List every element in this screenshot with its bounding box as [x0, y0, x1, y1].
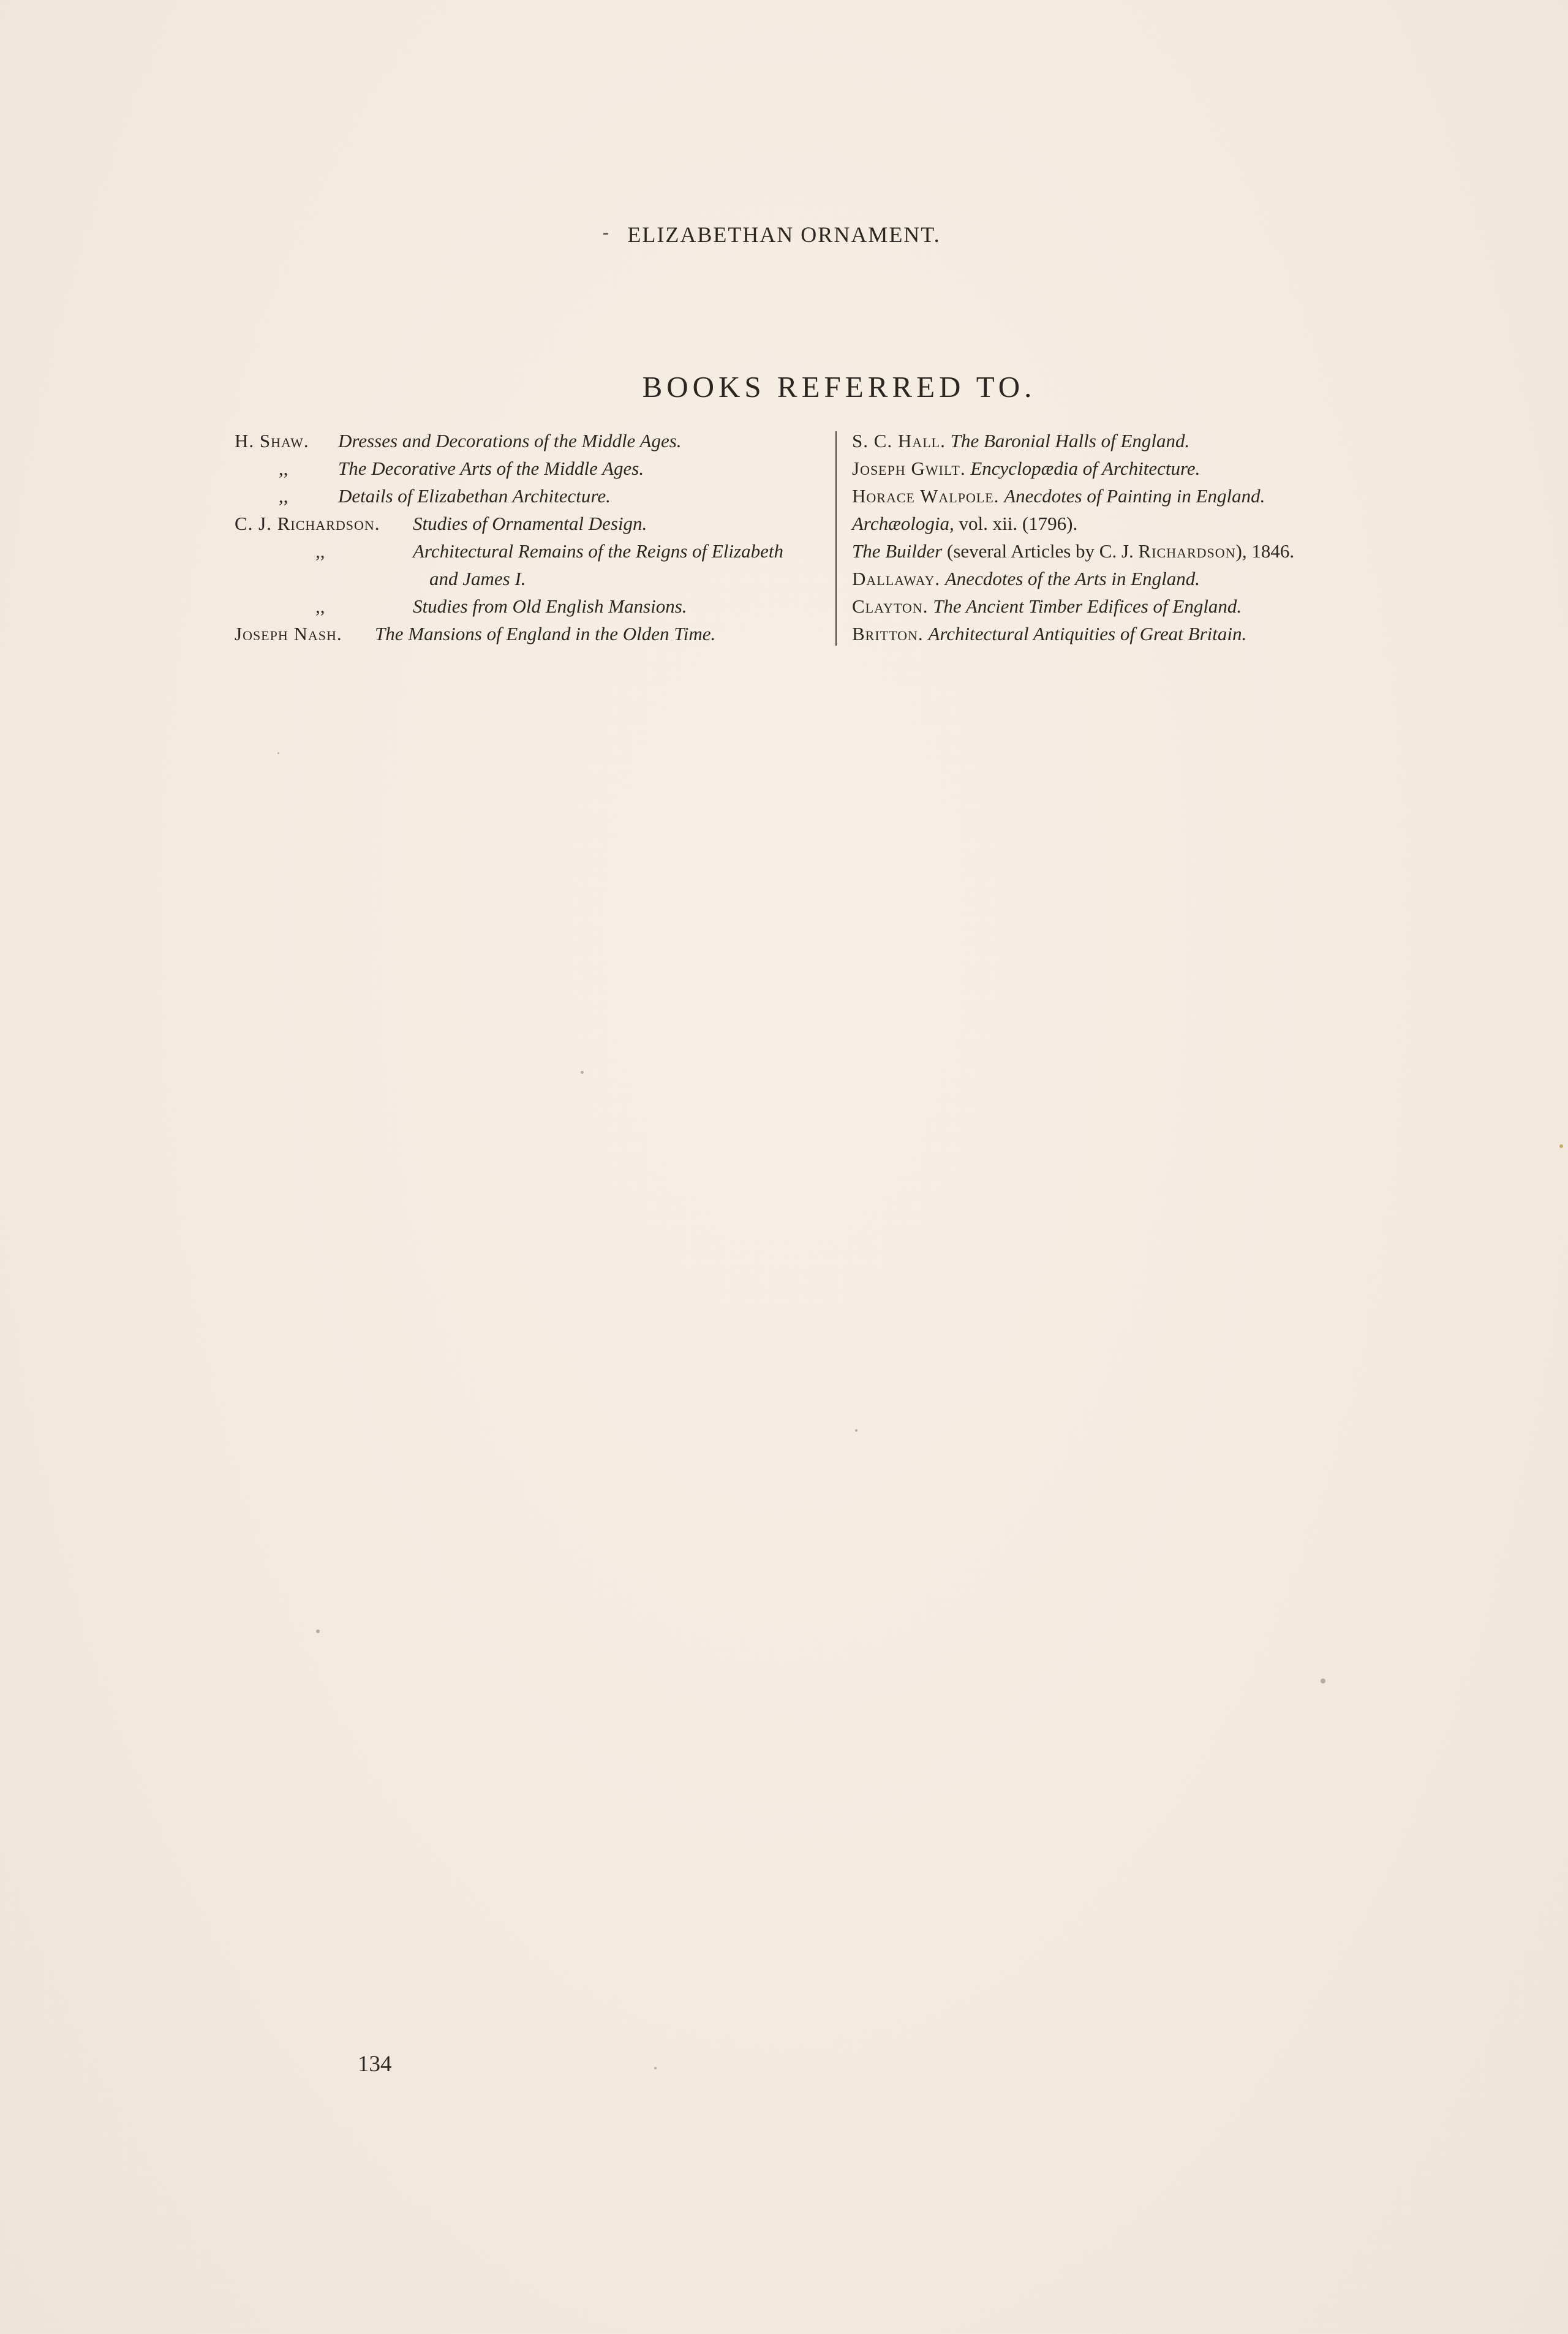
bibliography-right-column	[852, 427, 1464, 648]
author-name: Joseph Gwilt.	[852, 458, 966, 479]
author-name: Horace Walpole.	[852, 485, 1000, 507]
book-title: The Decorative Arts of the Middle Ages.	[338, 458, 644, 479]
bibliography-entry	[852, 482, 1464, 510]
entry-note: (several Articles by C. J.	[947, 540, 1134, 562]
bibliography-entry	[852, 592, 1464, 620]
bibliography-entry	[852, 537, 1464, 565]
running-head-text: ELIZABETHAN ORNAMENT.	[627, 222, 941, 247]
author-name: H. Shaw.	[235, 430, 309, 451]
book-title: Anecdotes of the Arts in England.	[944, 568, 1200, 589]
bibliography-entry	[235, 427, 829, 455]
author-name: Clayton.	[852, 595, 929, 617]
paper-speck	[277, 752, 279, 754]
paper-speck	[855, 1429, 858, 1432]
bibliography-entry	[852, 620, 1464, 648]
paper-speck	[1321, 1679, 1325, 1683]
bibliography-entry	[852, 510, 1464, 537]
bibliography-entry	[852, 455, 1464, 482]
paper-speck	[1559, 1144, 1563, 1148]
volume-info: vol. xii. (1796).	[959, 513, 1078, 534]
ditto-mark: ,,	[279, 485, 288, 507]
paper-speck	[581, 1071, 584, 1074]
bibliography-entry	[235, 592, 829, 620]
paper-speck	[316, 1630, 320, 1633]
book-title: The Baronial Halls of England.	[950, 430, 1190, 451]
book-title: Dresses and Decorations of the Middle Ages.	[338, 430, 682, 451]
ditto-mark: ,,	[315, 540, 325, 562]
ditto-mark: ,,	[279, 458, 288, 479]
bibliography-entry	[235, 482, 829, 510]
author-name: Richardson	[1138, 540, 1236, 562]
book-title: Architectural Antiquities of Great Britain.	[928, 623, 1247, 644]
book-title: Studies from Old English Mansions.	[413, 595, 687, 617]
bibliography-left-column	[235, 427, 829, 648]
book-title: Studies of Ornamental Design.	[413, 513, 647, 534]
paper-speck	[654, 2067, 657, 2069]
author-name: Dallaway.	[852, 568, 941, 589]
book-title: The Ancient Timber Edifices of England.	[933, 595, 1242, 617]
page-number: 134	[358, 2052, 392, 2077]
bibliography-entry	[235, 455, 829, 482]
book-title: Archæologia,	[852, 513, 954, 534]
book-title: The Builder	[852, 540, 943, 562]
section-title: BOOKS REFERRED TO.	[642, 370, 1036, 404]
book-title: Details of Elizabethan Architecture.	[338, 485, 611, 507]
bibliography-entry	[235, 510, 829, 537]
book-title: The Mansions of England in the Olden Time.	[375, 623, 716, 644]
ditto-mark: ,,	[315, 595, 325, 617]
author-name: C. J. Richardson.	[235, 513, 380, 534]
book-title-line: Architectural Remains of the Reigns of Elizabeth	[413, 540, 783, 562]
author-name: S. C. Hall.	[852, 430, 946, 451]
bibliography-entry	[235, 620, 829, 648]
bibliography-entry	[852, 565, 1464, 592]
book-title: Encyclopædia of Architecture.	[970, 458, 1200, 479]
book-title: Anecdotes of Painting in England.	[1004, 485, 1265, 507]
column-divider	[835, 431, 837, 646]
bibliography-entry	[235, 537, 829, 592]
ink-mark	[603, 233, 608, 235]
running-head	[0, 222, 1568, 247]
entry-note-year: ), 1846.	[1235, 540, 1295, 562]
book-title-line: and James I.	[429, 568, 526, 589]
author-name: Britton.	[852, 623, 924, 644]
author-name: Joseph Nash.	[235, 623, 342, 644]
bibliography-entry	[852, 427, 1464, 455]
